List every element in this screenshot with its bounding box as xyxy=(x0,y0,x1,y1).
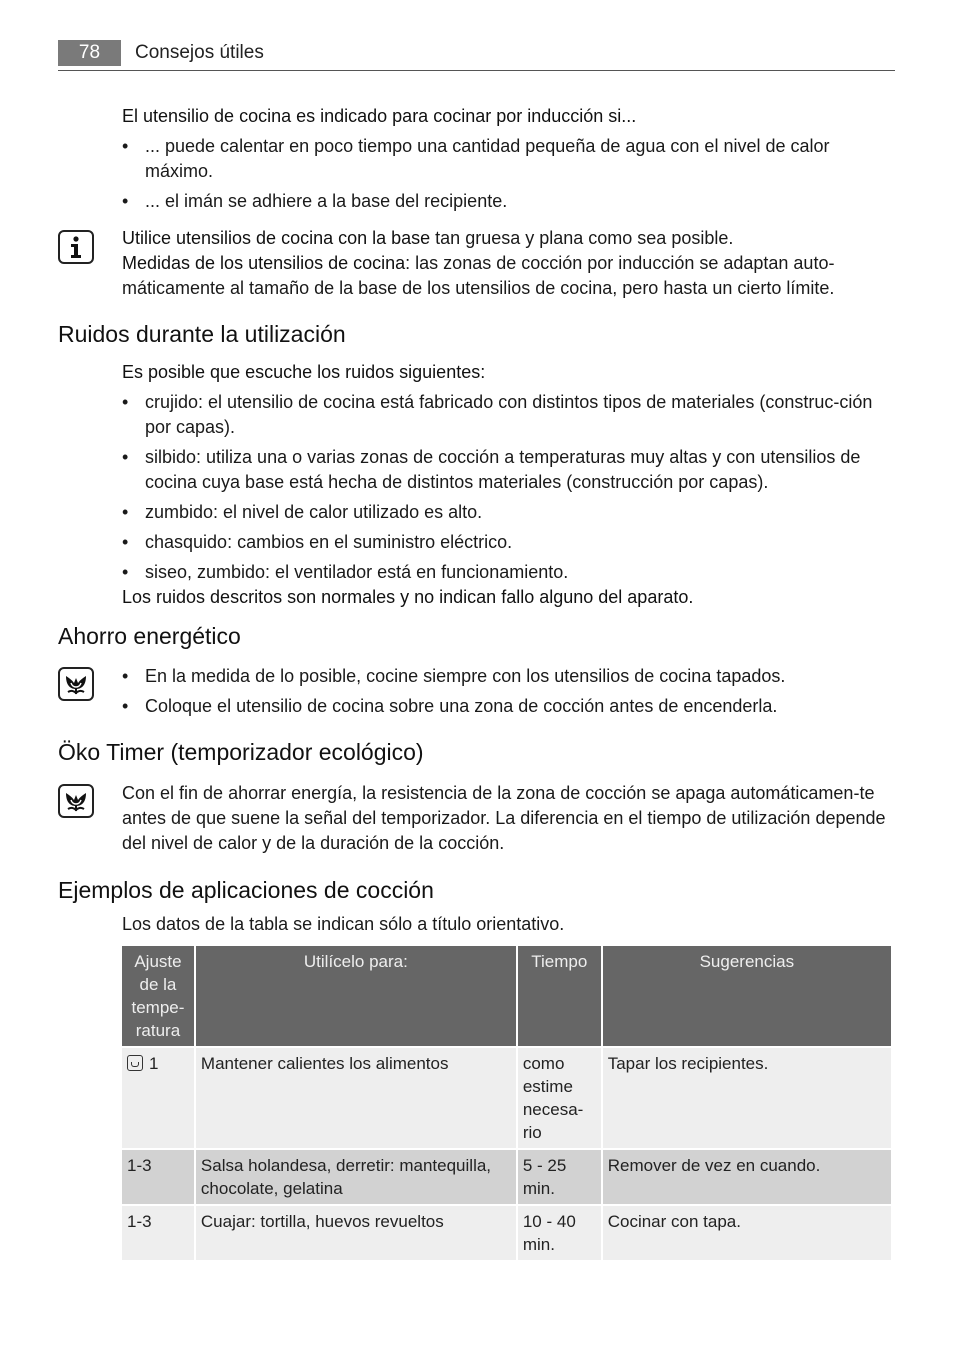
energy-heading: Ahorro energético xyxy=(58,623,241,649)
examples-heading: Ejemplos de aplicaciones de cocción xyxy=(58,877,434,903)
table-cell: 10 - 40 min. xyxy=(518,1206,601,1260)
note-rest-2: : las zonas de cocción por inducción se adaptan auto-máticamente al tamaño de la base de los utensilios de cocina, pero hasta un cierto límite. xyxy=(122,253,835,298)
note-rest-1: tan gruesa y plana como sea posible. xyxy=(430,228,734,248)
noises-closing: Los ruidos descritos son normales y no indican fallo alguno del aparato. xyxy=(122,587,694,607)
table-row xyxy=(122,1150,891,1204)
noises-block xyxy=(122,360,894,610)
noises-heading: Ruidos durante la utilización xyxy=(58,321,346,347)
table-cell: Cuajar: tortilla, huevos revueltos xyxy=(196,1206,516,1260)
info-note xyxy=(122,226,894,301)
oko-text: Con el fin de ahorrar energía, la resistencia de la zona de cocción se apaga automáticamen-te antes de que suene la señal del temporizador. La diferencia en el tiempo de utilización depende del nivel de calor y de la duración de la cocción. xyxy=(122,783,886,853)
intro-list xyxy=(122,134,894,214)
intro-block xyxy=(122,104,894,219)
cooking-table xyxy=(120,944,893,1262)
table-header: Utilícelo para: xyxy=(196,946,516,1046)
table-row xyxy=(122,1206,891,1260)
info-icon xyxy=(58,230,94,264)
list-item: • Coloque el utensilio de cocina sobre una zona de cocción antes de encenderla. xyxy=(122,694,894,719)
table-cell: Remover de vez en cuando. xyxy=(603,1150,891,1204)
table-cell: Mantener calientes los alimentos xyxy=(196,1048,516,1148)
table-header: Tiempo xyxy=(518,946,601,1046)
setting-value: 1 xyxy=(149,1054,159,1073)
oko-heading: Öko Timer (temporizador ecológico) xyxy=(58,739,424,765)
list-item: • siseo, zumbido: el ventilador está en funcionamiento. xyxy=(122,560,894,585)
keep-warm-icon xyxy=(127,1055,143,1071)
list-item: • ... el imán se adhiere a la base del recipiente. xyxy=(122,189,894,214)
list-item: • chasquido: cambios en el suministro eléctrico. xyxy=(122,530,894,555)
list-item: • ... puede calentar en poco tiempo una cantidad pequeña de agua con el nivel de calor máximo. xyxy=(122,134,894,184)
note-bold-1: Utilice utensilios de cocina con la base xyxy=(122,228,431,248)
table-row xyxy=(122,1048,891,1148)
eco-flower-icon xyxy=(58,784,94,818)
noises-lead: Es posible que escuche los ruidos siguientes: xyxy=(122,362,486,382)
note-bold-2: Medidas de los utensilios de cocina xyxy=(122,253,406,273)
list-item: • En la medida de lo posible, cocine siempre con los utensilios de cocina tapados. xyxy=(122,664,894,689)
examples-note: Los datos de la tabla se indican sólo a título orientativo. xyxy=(122,914,565,934)
table-cell: Tapar los recipientes. xyxy=(603,1048,891,1148)
energy-block xyxy=(122,664,894,724)
table-cell: 5 - 25 min. xyxy=(518,1150,601,1204)
list-item: • silbido: utiliza una o varias zonas de cocción a temperaturas muy altas y con utensilios de cocina cuya base está hecha de distintos materiales (construcción por capas). xyxy=(122,445,894,495)
list-item: • crujido: el utensilio de cocina está fabricado con distintos tipos de materiales (construc-ción por capas). xyxy=(122,390,894,440)
energy-list xyxy=(122,664,894,719)
table-cell xyxy=(122,1048,194,1148)
list-item: • zumbido: el nivel de calor utilizado es alto. xyxy=(122,500,894,525)
intro-lead: El utensilio de cocina es indicado para cocinar por inducción si... xyxy=(122,106,637,126)
table-cell: Cocinar con tapa. xyxy=(603,1206,891,1260)
table-cell: 1-3 xyxy=(122,1150,194,1204)
table-cell: como estime necesa-rio xyxy=(518,1048,601,1148)
table-header: Ajuste de la tempe-ratura xyxy=(122,946,194,1046)
table-header: Sugerencias xyxy=(603,946,891,1046)
table-cell: Salsa holandesa, derretir: mantequilla, chocolate, gelatina xyxy=(196,1150,516,1204)
table-cell: 1-3 xyxy=(122,1206,194,1260)
noises-list xyxy=(122,390,894,585)
page-header xyxy=(58,40,895,71)
page-number: 78 xyxy=(58,40,121,66)
section-title: Consejos útiles xyxy=(135,42,264,63)
eco-flower-icon xyxy=(58,667,94,701)
